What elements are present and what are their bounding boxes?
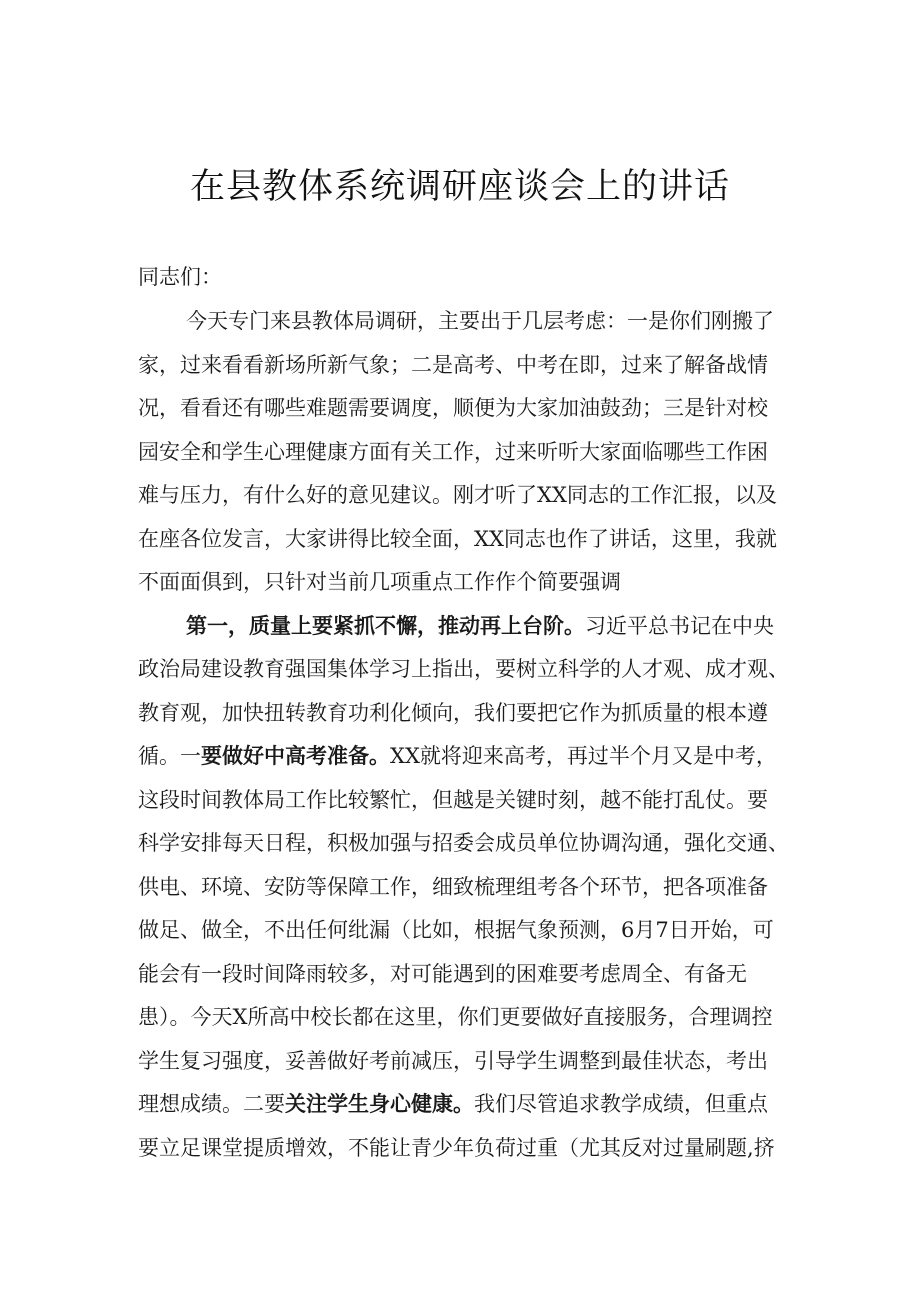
paragraph-2-line: 学生复习强度，妥善做好考前减压，引导学生调整到最佳状态，考出 xyxy=(138,1049,768,1073)
paragraph-2-line xyxy=(186,611,774,641)
paragraph-2-line xyxy=(138,1089,768,1119)
paragraph-2-line: 患）。今天X所高中校长都在这里，你们更要做好直接服务，合理调控 xyxy=(138,1005,773,1029)
line-text: 循。一 xyxy=(138,744,201,768)
paragraph-1-line: 园安全和学生心理健康方面有关工作，过来听听大家面临哪些工作困 xyxy=(138,440,768,464)
line-text: 理想成绩。二要 xyxy=(138,1092,285,1116)
paragraph-2-line: 能会有一段时间降雨较多，对可能遇到的困难要考虑周全、有备无 xyxy=(138,962,747,986)
paragraph-2-line xyxy=(138,741,777,771)
paragraph-2-line: 要立足课堂提质增效，不能让青少年负荷过重（尤其反对过量刷题,挤 xyxy=(138,1136,775,1160)
section-heading-quality: 第一，质量上要紧抓不懈，推动再上台阶。 xyxy=(186,614,585,638)
salutation: 同志们： xyxy=(138,265,222,289)
paragraph-2-line: 这段时间教体局工作比较繁忙，但越是关键时刻，越不能打乱仗。要 xyxy=(138,788,768,812)
paragraph-1-line: 不面面俱到，只针对当前几项重点工作作个简要强调 xyxy=(138,570,621,594)
paragraph-2-line: 教育观，加快扭转教育功利化倾向，我们要把它作为抓质量的根本遵 xyxy=(138,701,768,725)
paragraph-2-line: 政治局建设教育强国集体学习上指出，要树立科学的人才观、成才观、 xyxy=(138,657,789,681)
paragraph-1-line: 难与压力，有什么好的意见建议。刚才听了XX同志的工作汇报，以及 xyxy=(138,483,777,507)
paragraph-2-line: 科学安排每天日程，积极加强与招委会成员单位协调沟通，强化交通、 xyxy=(138,831,789,855)
paragraph-1-line: 在座各位发言，大家讲得比较全面，XX同志也作了讲话，这里，我就 xyxy=(138,527,777,551)
paragraph-1-line: 家，过来看看新场所新气象；二是高考、中考在即，过来了解备战情 xyxy=(138,353,768,377)
subheading-exam-prep: 要做好中高考准备。 xyxy=(201,744,390,768)
paragraph-2-line: 做足、做全，不出任何纰漏（比如，根据气象预测，6月7日开始，可 xyxy=(138,918,774,942)
document-title: 在县教体系统调研座谈会上的讲话 xyxy=(189,167,730,207)
line-text: XX就将迎来高考，再过半个月又是中考， xyxy=(390,744,777,768)
subheading-student-health: 关注学生身心健康。 xyxy=(285,1092,474,1116)
line-text: 习近平总书记在中央 xyxy=(585,614,774,638)
line-text: 我们尽管追求教学成绩，但重点 xyxy=(474,1092,768,1116)
paragraph-2-line: 供电、环境、安防等保障工作，细致梳理组考各个环节，把各项准备 xyxy=(138,875,768,899)
paragraph-1-line: 况，看看还有哪些难题需要调度，顺便为大家加油鼓劲；三是针对校 xyxy=(138,396,768,420)
paragraph-1-line: 今天专门来县教体局调研，主要出于几层考虑：一是你们刚搬了 xyxy=(186,309,774,333)
